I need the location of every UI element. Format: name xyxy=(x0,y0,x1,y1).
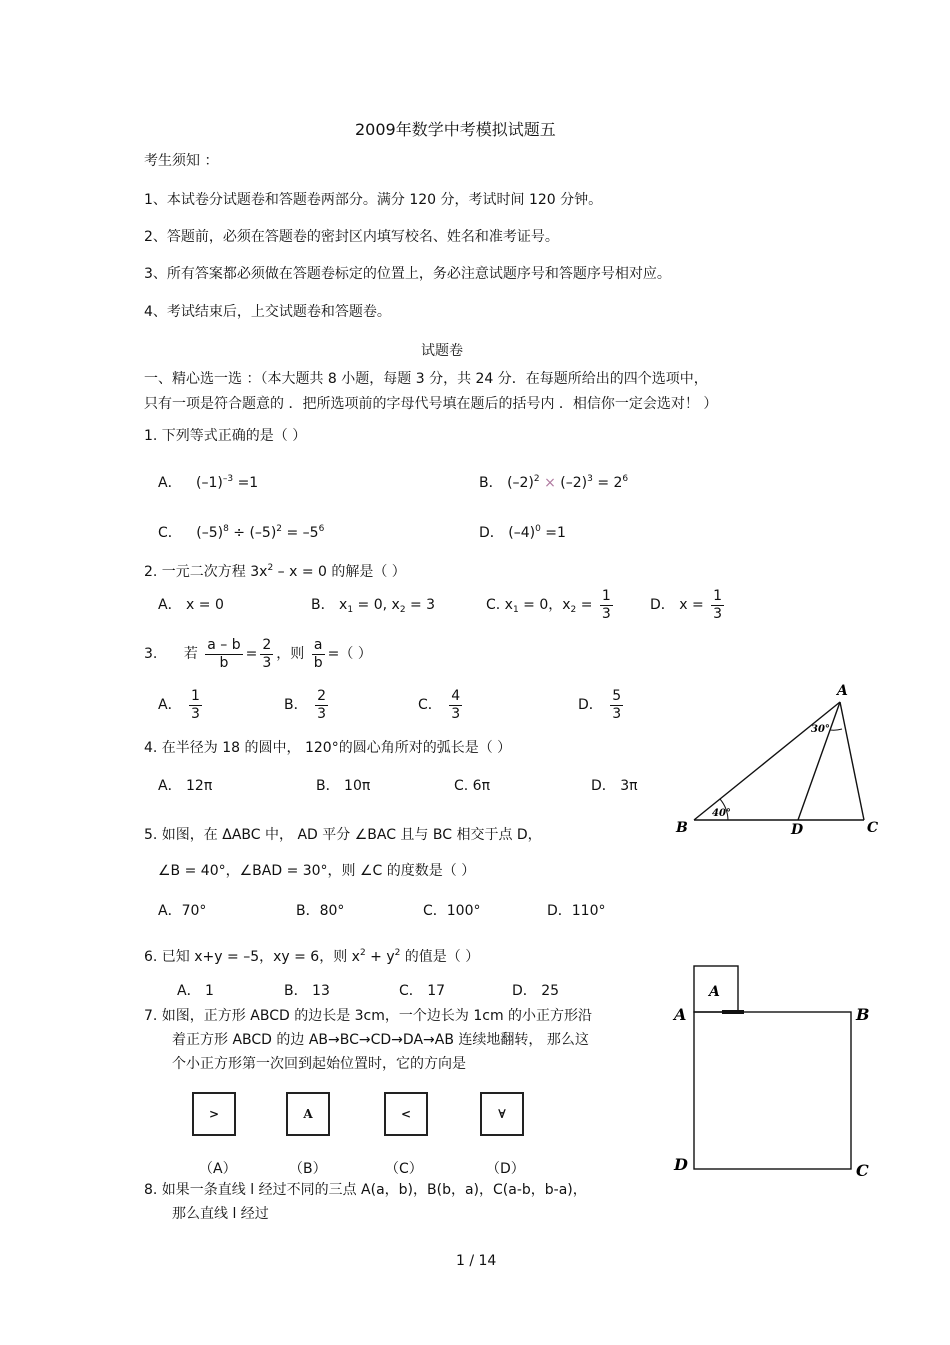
q7-line3: 个小正方形第一次回到起始位置时，它的方向是 xyxy=(172,1056,466,1072)
triangle-angle-40: 40° xyxy=(712,808,731,819)
q7-choice-c-box: < xyxy=(384,1092,428,1136)
q5-option-a: A．70° xyxy=(158,903,207,919)
part1-instructions-line1: 一、精心选一选 ：（本大题共 8 小题，每题 3 分，共 24 分．在每题所给出的四个选项中， xyxy=(144,371,708,387)
q7-choice-d-box: ∀ xyxy=(480,1092,524,1136)
square-label-d: D xyxy=(674,1155,688,1174)
q6-option-c: C． 17 xyxy=(399,983,446,999)
q6-stem: 6. 已知 x+y = –5，xy = 6，则 $x^2 + y^2$ 的值是（ ） xyxy=(144,948,480,965)
notice-item-3: 3、所有答案都必须做在答题卷标定的位置上，务必注意试题序号和答题序号相对应。 xyxy=(144,266,671,282)
q6-option-b: B． 13 xyxy=(284,983,330,999)
q1-option-b: B． $(-2)^2 \times (-2)^3 = 2^6$ xyxy=(479,474,629,491)
q1-option-c: C． $(-5)^8 \div (-5)^2 = -5^6$ xyxy=(158,524,325,541)
q2-option-a: A． x = 0 xyxy=(158,597,224,613)
q3-option-b: B． $\frac{2}{3}$ xyxy=(284,687,326,722)
q4-option-a: A． 12π xyxy=(158,778,213,794)
q7-choice-d-label: （D） xyxy=(486,1161,525,1177)
triangle-label-a: A xyxy=(837,683,848,699)
q7-choice-b-label: （B） xyxy=(289,1161,327,1177)
notice-item-4: 4、考试结束后，上交试题卷和答题卷。 xyxy=(144,304,391,320)
q7-choice-b-box: A xyxy=(286,1092,330,1136)
square-figure xyxy=(670,962,880,1186)
q4-stem: 4. 在半径为 18 的圆中， 120°的圆心角所对的弧长是（ ） xyxy=(144,740,512,756)
q5-option-c: C．100° xyxy=(423,903,481,919)
q3-option-c: C． $\frac{4}{3}$ xyxy=(418,687,461,722)
q2-option-c: C. $x_1 = 0$，$x_2$ = $\frac{1}{3}$ xyxy=(486,587,611,622)
q2-stem: 2. 一元二次方程 $3x^2 - x = 0$ 的解是（ ） xyxy=(144,563,406,580)
section-title: 试题卷 xyxy=(421,343,463,359)
q3-option-a: A． $\frac{1}{3}$ xyxy=(158,687,200,722)
triangle-label-b: B xyxy=(676,820,688,836)
q1-stem: 1. 下列等式正确的是（ ） xyxy=(144,428,307,444)
q3-fraction-2: $\frac{2}{3}$ xyxy=(262,636,272,671)
q1-option-d: D． $(-4)^0 =1$ xyxy=(479,524,566,541)
q5-line1: 5. 如图，在 ΔABC 中， AD 平分 ∠BAC 且与 BC 相交于点 D， xyxy=(144,827,542,843)
triangle-angle-30: 30° xyxy=(811,724,830,735)
notice-heading: 考生须知 ： xyxy=(144,153,219,169)
part1-instructions-line2: 只有一项是符合题意的 ．把所选项前的字母代号填在题后的括号内 ．相信你一定会选对！ ） xyxy=(144,396,718,412)
q7-choice-c-label: （C） xyxy=(385,1161,423,1177)
q8-line1: 8. 如果一条直线 l 经过不同的三点 A(a，b)，B(b，a)，C(a-b，b-a)， xyxy=(144,1182,587,1198)
notice-item-1: 1、本试卷分试题卷和答题卷两部分。满分 120 分，考试时间 120 分钟。 xyxy=(144,192,603,208)
page-number: 1 / 14 xyxy=(456,1253,497,1269)
page-title: 2009年数学中考模拟试题五 xyxy=(355,120,556,139)
q7-choice-a-label: （A） xyxy=(199,1161,237,1177)
triangle-label-d: D xyxy=(791,822,804,838)
q2-option-d: D． x = $\frac{1}{3}$ xyxy=(650,587,723,622)
q5-option-b: B．80° xyxy=(296,903,345,919)
q7-line1: 7. 如图，正方形 ABCD 的边长是 3cm，一个边长为 1cm 的小正方形沿 xyxy=(144,1008,593,1024)
small-square-label: A xyxy=(709,984,720,1000)
q6-option-a: A． 1 xyxy=(177,983,214,999)
square-label-c: C xyxy=(856,1161,869,1180)
square-label-a: A xyxy=(674,1005,687,1024)
q1-option-a: A． $(-1)^{-3} =1$ xyxy=(158,474,259,491)
triangle-label-c: C xyxy=(867,820,879,836)
q4-option-d: D． 3π xyxy=(591,778,638,794)
q7-choice-a-box: > xyxy=(192,1092,236,1136)
triangle-figure xyxy=(670,676,890,846)
q3-fraction-3: $\frac{a}{b}$ xyxy=(313,636,323,671)
q4-option-c: C. 6π xyxy=(454,778,491,794)
q3-stem: 3. 若 $\frac{a - b}{b}$ = $\frac{2}{3}$ ，则 $\frac{a}{b}$ =（ ） xyxy=(144,636,372,671)
q7-line2: 着正方形 ABCD 的边 AB→BC→CD→DA→AB 连续地翻转， 那么这 xyxy=(172,1032,589,1048)
q2-c-fraction: $\frac{1}{3}$ xyxy=(601,587,611,622)
q3-fraction-1: $\frac{a - b}{b}$ xyxy=(207,636,241,671)
q8-line2: 那么直线 l 经过 xyxy=(172,1206,269,1222)
q3-option-d: D． $\frac{5}{3}$ xyxy=(578,687,622,722)
q2-d-fraction: $\frac{1}{3}$ xyxy=(713,587,723,622)
q5-option-d: D．110° xyxy=(547,903,606,919)
q2-option-b: B． $x_1 = 0$, $x_2 = 3$ xyxy=(311,597,436,615)
notice-item-2: 2、答题前，必须在答题卷的密封区内填写校名、姓名和准考证号。 xyxy=(144,229,559,245)
q5-line2: ∠B = 40°，∠BAD = 30°，则 ∠C 的度数是（ ） xyxy=(158,863,476,879)
q6-option-d: D． 25 xyxy=(512,983,560,999)
q4-option-b: B． 10π xyxy=(316,778,371,794)
square-label-b: B xyxy=(856,1005,870,1024)
